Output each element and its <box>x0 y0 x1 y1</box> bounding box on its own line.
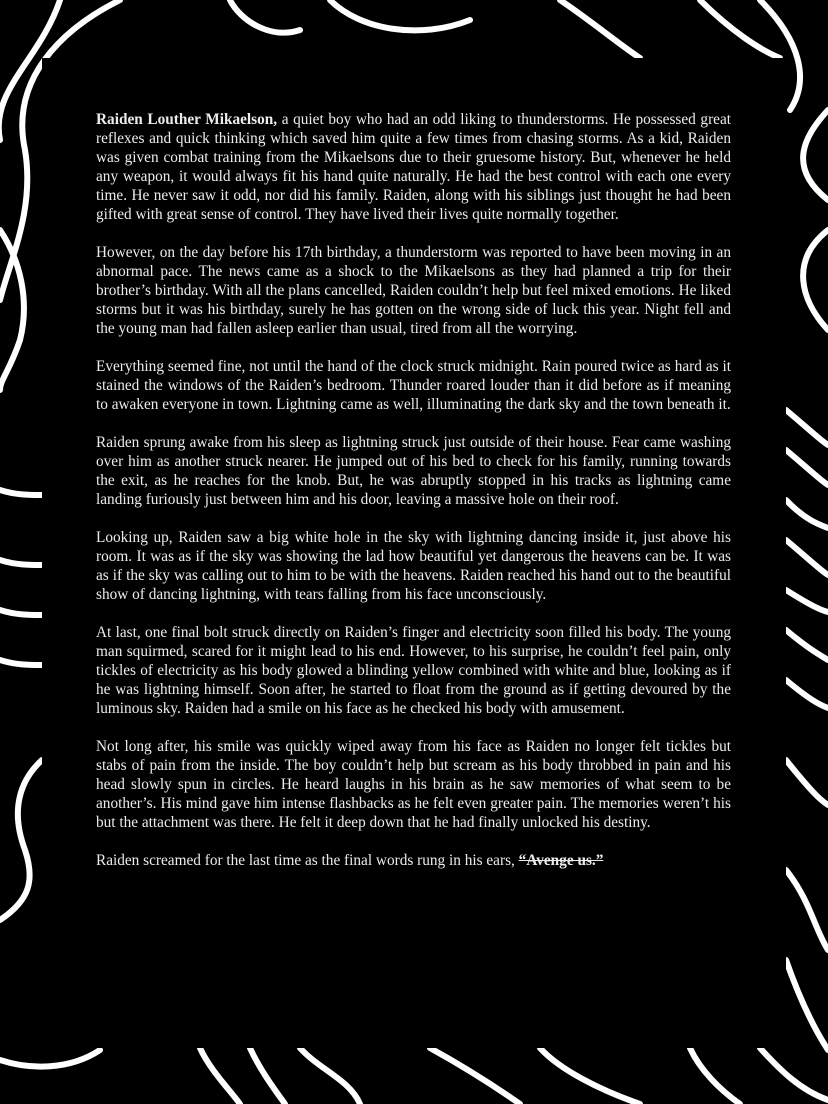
paragraph-1-body: a quiet boy who had an odd liking to thunderstorms. He possessed great reflexes and quick thinking which saved him quite a few times from chasing storms. As a kid, Raiden was given combat training from the Mikaelsons due to their gruesome history. But, whenever he held any weapon, it would always fit his hand quite naturally. He had the best control with each one every time. He never saw it odd, nor did his family. Raiden, along with his siblings just thought he had been gifted with great sense of control. They have lived their lives quite normally together. <box>96 111 731 223</box>
paragraph-8 <box>96 851 731 870</box>
paragraph-4: Raiden sprung awake from his sleep as lightning struck just outside of their house. Fear came washing over him as another struck nearer. He jumped out of his bed to check for his family, running towards the exit, as he reaches for the knob. But, he was abruptly stopped in his tracks as lightning came landing furiously just between him and his door, leaving a massive hole on their roof. <box>96 434 731 508</box>
final-quote: “Avenge us.” <box>518 852 604 869</box>
paragraph-7: Not long after, his smile was quickly wiped away from his face as Raiden no longer felt tickles but stabs of pain from the inside. The boy couldn’t help but scream as his body throbbed in pain and his head slowly spun in circles. He heard laughs in his brain as he saw memories of what seem to be another’s. His mind gave him intense flashbacks as he felt even greater pain. The memories weren’t his but the attachment was there. He felt it deep down that he had finally unlocked his destiny. <box>96 738 731 831</box>
paragraph-1 <box>96 110 731 224</box>
final-line: Raiden screamed for the last time as the final words rung in his ears, <box>96 852 519 869</box>
story-text <box>96 110 731 889</box>
paragraph-3: Everything seemed fine, not until the hand of the clock struck midnight. Rain poured twice as hard as it stained the windows of the Raiden’s bedroom. Thunder roared louder than it did before as if meaning to awaken everyone in town. Lightning came as well, illuminating the dark sky and the town beneath it. <box>96 358 731 413</box>
paragraph-5: Looking up, Raiden saw a big white hole in the sky with lightning dancing inside it, just above his room. It was as if the sky was showing the lad how beautiful yet dangerous the heavens can be. It was as if the sky was calling out to him to be with the heavens. Raiden reached his hand out to the beautiful show of dancing lightning, with tears falling from his face unconsciously. <box>96 529 731 603</box>
paragraph-2: However, on the day before his 17th birthday, a thunderstorm was reported to have been moving in an abnormal pace. The news came as a shock to the Mikaelsons as they had planned a trip for their brother’s birthday. With all the plans cancelled, Raiden couldn’t help but feel mixed emotions. He liked storms but it was his birthday, surely he has gotten on the wrong side of luck this year. Night fell and the young man had fallen asleep earlier than usual, tired from all the worrying. <box>96 244 731 337</box>
character-name: Raiden Louther Mikaelson, <box>96 111 278 128</box>
paragraph-6: At last, one final bolt struck directly on Raiden’s finger and electricity soon filled his body. The young man squirmed, scared for it might lead to his end. However, to his surprise, he couldn’t feel pain, only tickles of electricity as his body glowed a blinding yellow combined with white and blue, looking as if he was lightning himself. Soon after, he started to float from the ground as if getting devoured by the luminous sky. Raiden had a smile on his face as he checked his body with amusement. <box>96 624 731 717</box>
